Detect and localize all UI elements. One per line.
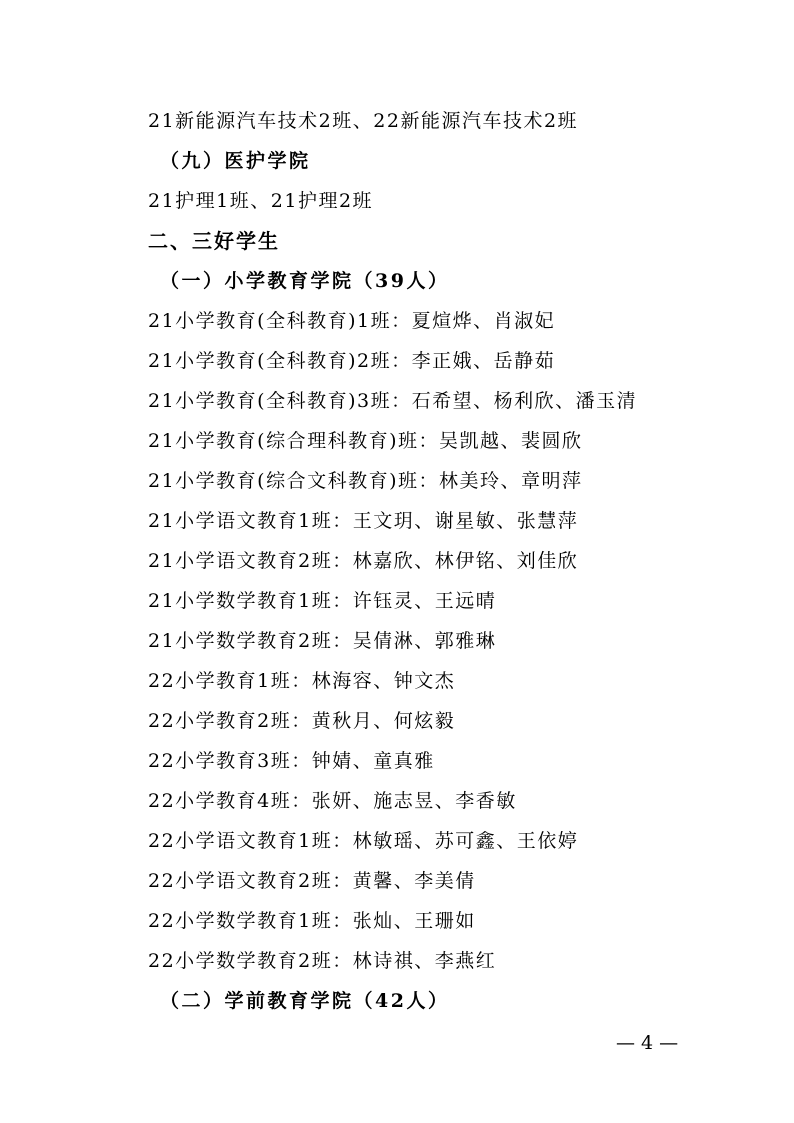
section-heading-preschool-education: （二）学前教育学院（42人） xyxy=(160,990,450,1012)
student-list-line: 21小学数学教育2班：吴倩淋、郭雅琳 xyxy=(148,630,497,652)
class-list-line: 21新能源汽车技术2班、22新能源汽车技术2班 xyxy=(148,110,579,132)
student-list-line: 21小学语文教育1班：王文玥、谢星敏、张慧萍 xyxy=(148,510,579,532)
section-heading-primary-education: （一）小学教育学院（39人） xyxy=(160,270,450,292)
class-list-line: 21护理1班、21护理2班 xyxy=(148,190,374,212)
student-list-line: 21小学教育(综合理科教育)班：吴凯越、裴圆欣 xyxy=(148,430,583,452)
student-list-line: 22小学数学教育1班：张灿、王珊如 xyxy=(148,910,476,932)
student-list-line: 21小学教育(综合文科教育)班：林美玲、章明萍 xyxy=(148,470,583,492)
main-heading-merit-students: 二、三好学生 xyxy=(148,229,280,253)
section-heading-medical-nursing: （九）医护学院 xyxy=(160,150,311,172)
student-list-line: 22小学数学教育2班：林诗祺、李燕红 xyxy=(148,950,497,972)
student-list-line: 22小学教育4班：张妍、施志昱、李香敏 xyxy=(148,790,517,812)
student-list-line: 21小学教育(全科教育)2班：李正娥、岳静茹 xyxy=(148,350,556,372)
student-list-line: 22小学教育2班：黄秋月、何炫毅 xyxy=(148,710,456,732)
student-list-line: 21小学语文教育2班：林嘉欣、林伊铭、刘佳欣 xyxy=(148,550,579,572)
student-list-line: 21小学数学教育1班：许钰灵、王远晴 xyxy=(148,590,497,612)
student-list-line: 22小学语文教育2班：黄馨、李美倩 xyxy=(148,870,476,892)
student-list-line: 21小学教育(全科教育)1班：夏煊烨、肖淑妃 xyxy=(148,310,556,332)
student-list-line: 22小学语文教育1班：林敏瑶、苏可鑫、王依婷 xyxy=(148,830,579,852)
student-list-line: 22小学教育3班：钟婧、童真雅 xyxy=(148,750,435,772)
page-number: — 4 — xyxy=(616,1032,679,1054)
student-list-line: 21小学教育(全科教育)3班：石希望、杨利欣、潘玉清 xyxy=(148,390,638,412)
student-list-line: 22小学教育1班：林海容、钟文杰 xyxy=(148,670,456,692)
